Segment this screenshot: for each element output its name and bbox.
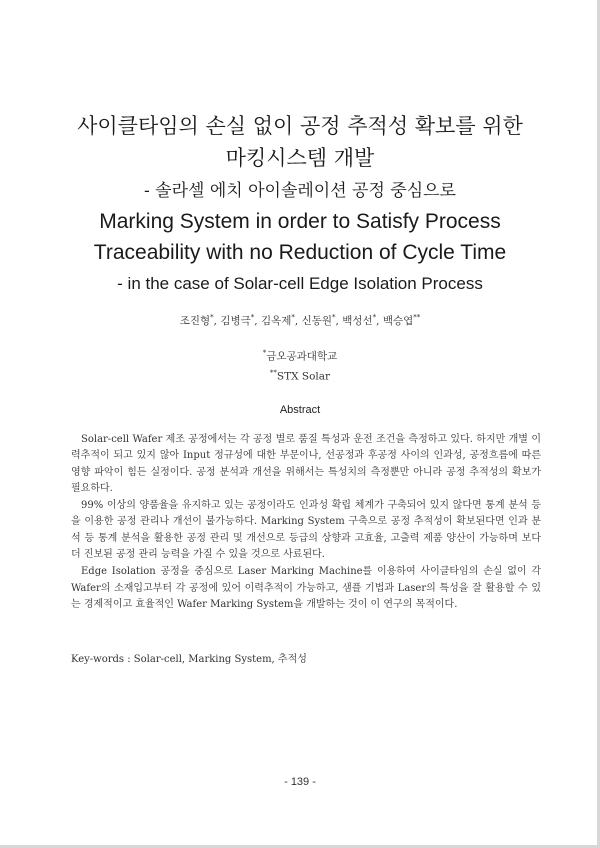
abstract-paragraph: Solar-cell Wafer 제조 공정에서는 각 공정 별로 품질 특성과 운전 조건을 측정하고 있다. 하지만 개별 이력추적이 되고 있지 않아 Input 정규성에 대한 부문이나, 선공정과 후공정 사이의 인과성, 공정흐름에 따른 영향 파악이 힘든 실정이다. 공정 분석과 개선을 위해서는 특성치의 측정뿐만 아니라 공정 추적성의 확보가 필요하다.	[71, 434, 541, 494]
abstract-body	[71, 432, 541, 614]
author-name: 조진형	[179, 315, 211, 327]
author-mark: **	[413, 313, 421, 322]
author-name: 김옥제	[260, 315, 292, 327]
author-list: 조진형*, 김병극*, 김옥제*, 신동원*, 백성선*, 백승엽**	[179, 313, 421, 327]
abstract-heading: Abstract	[279, 404, 321, 416]
author-mark: *	[210, 313, 214, 322]
korean-title-line1: 사이클타임의 손실 없이 공정 추적성 확보를 위한	[77, 114, 523, 138]
abstract-paragraph: Edge Isolation 공정을 중심으로 Laser Marking Machine를 이용하여 사이클타임의 손실 없이 각 Wafer의 소재입고부터 각 공정에 있어 이력추적이 가능하고, 샘플 기법과 Laser의 특성을 잘 활용할 수 있는 경제적이고 효율적인 Wafer Marking System을 개발하는 것이 이 연구의 목적이다.	[71, 566, 541, 610]
affiliation	[40, 365, 560, 385]
affiliation-name: 금오공과대학교	[266, 350, 338, 363]
keywords-label: Key-words :	[71, 654, 134, 665]
korean-subtitle: - 솔라셀 에치 아이솔레이션 공정 중심으로	[144, 181, 456, 201]
author-mark: *	[332, 313, 336, 322]
author-mark: *	[372, 313, 377, 322]
author-mark: *	[291, 313, 295, 322]
english-title-line1: Marking System in order to Satisfy Process	[99, 210, 501, 233]
title-block	[40, 110, 560, 298]
author-name: 신동원	[301, 315, 333, 327]
english-title-line2: Traceability with no Reduction of Cycle Time	[93, 241, 507, 264]
affiliation	[40, 345, 560, 365]
affiliation-list	[40, 345, 560, 384]
english-subtitle: - in the case of Solar-cell Edge Isolation Process	[117, 274, 483, 293]
affiliation-name: STX Solar	[276, 370, 331, 382]
affiliation-mark: *	[262, 349, 267, 357]
korean-title-line2: 마킹시스템 개발	[225, 146, 375, 170]
page-number: - 139 -	[284, 776, 316, 788]
author-name: 백승엽	[382, 315, 414, 327]
author-name: 백성선	[342, 315, 373, 327]
keywords-value: Solar-cell, Marking System, 추적성	[133, 654, 307, 665]
affiliation-mark: **	[269, 368, 277, 377]
author-mark: *	[250, 313, 255, 322]
abstract-paragraph: 99% 이상의 양품율을 유지하고 있는 공정이라도 인과성 확립 체계가 구축되어 있지 않다면 통계 분석 등을 이용한 공정 관리나 개선이 불가능하다. Marking System 구축으로 공정 추적성이 확보된다면 인과 분석 등 통계 분석을 활용한 공정 관리 및 개선으로 등급의 상향과 고효율, 고출력 제품 양산이 가능하며 보다 더 진보된 공정 관리 능력을 가질 수 있을 것으로 사료된다.	[71, 500, 541, 561]
keywords	[71, 650, 307, 665]
author-name: 김병극	[220, 315, 251, 327]
